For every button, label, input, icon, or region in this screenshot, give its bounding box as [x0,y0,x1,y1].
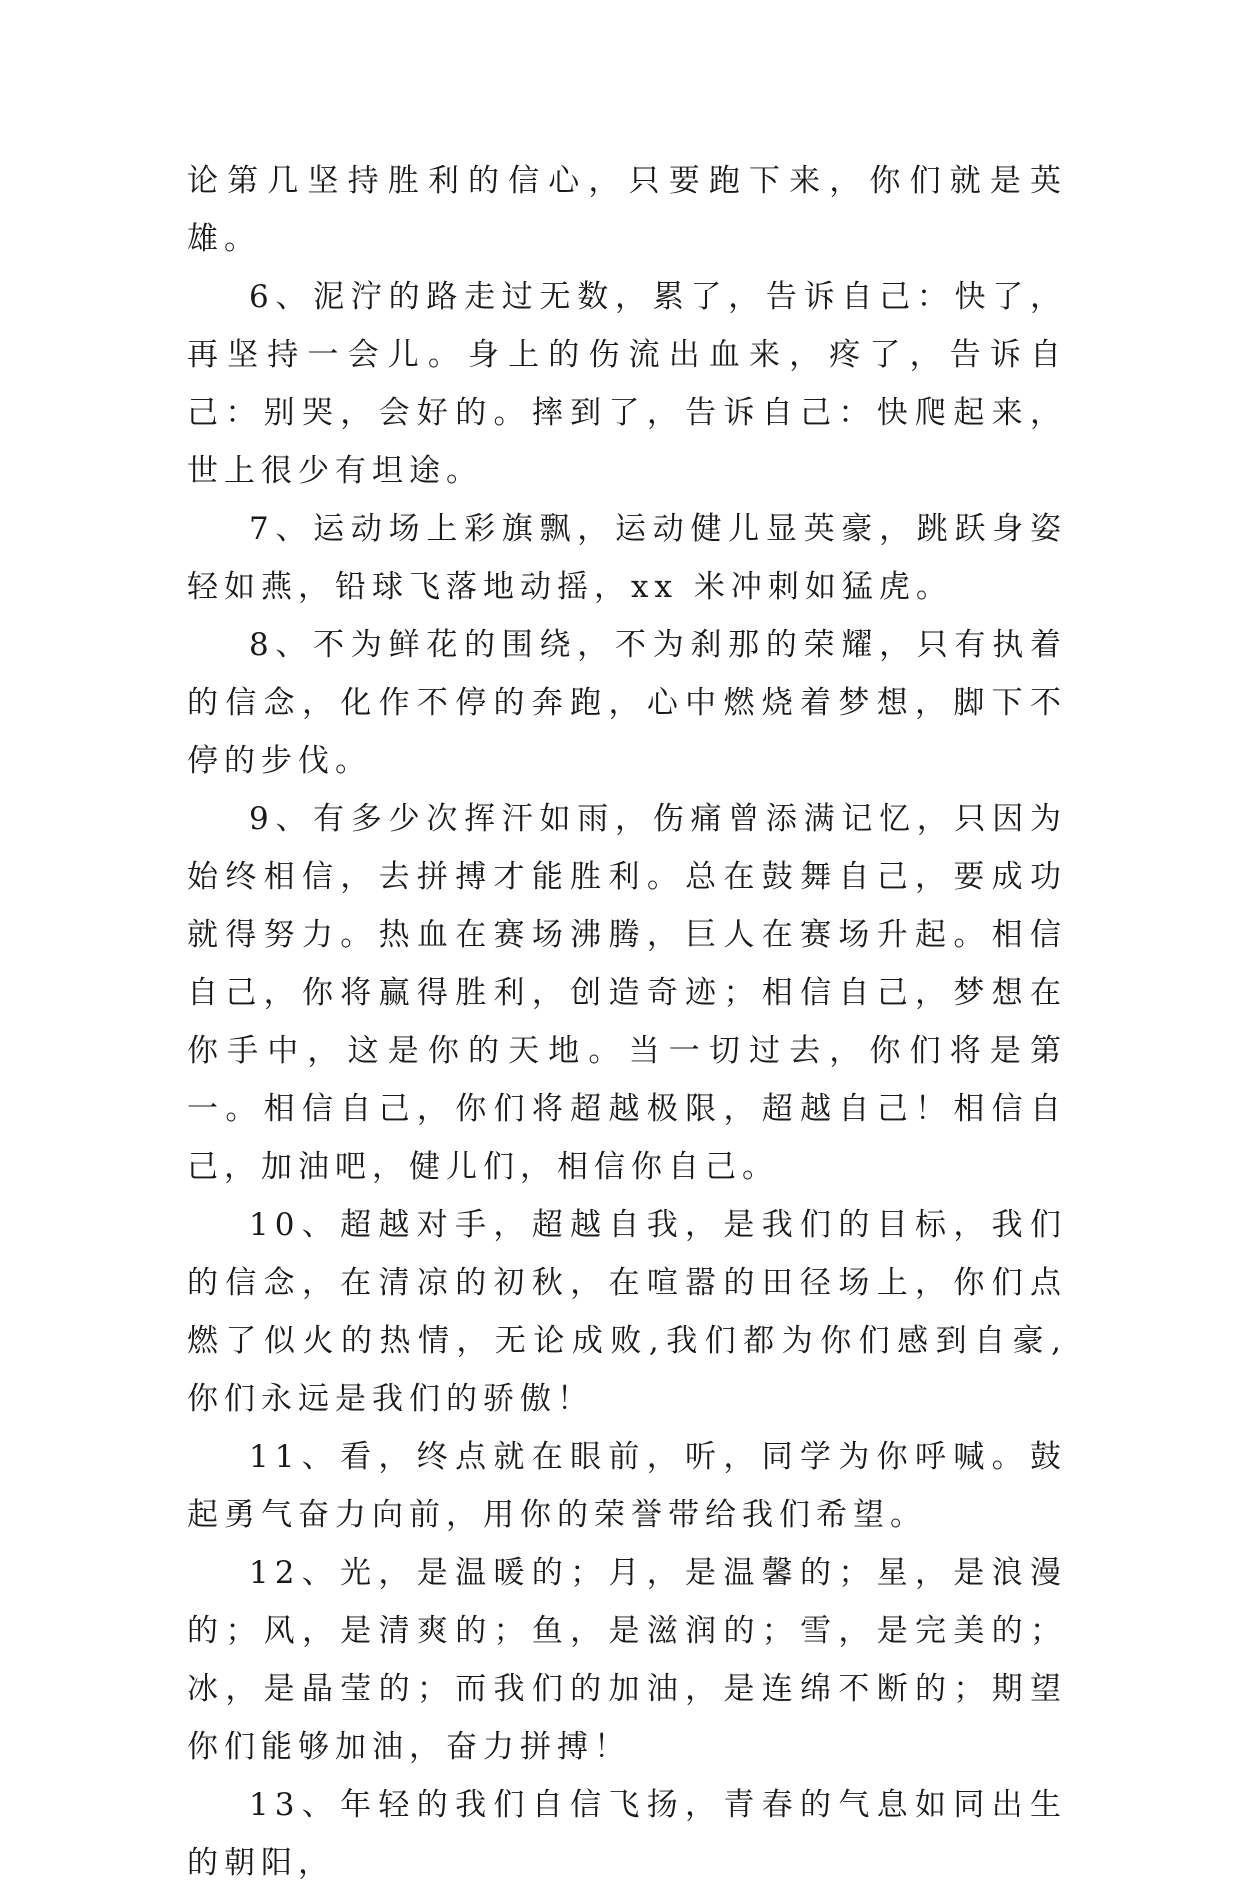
paragraph-continuation: 论第几坚持胜利的信心，只要跑下来，你们就是英雄。 [187,163,1067,257]
document-body [187,152,1067,1892]
paragraph-item-13: 13、年轻的我们自信飞扬，青春的气息如同出生的朝阳， [187,1787,1067,1881]
paragraph-item-8: 8、不为鲜花的围绕，不为刹那的荣耀，只有执着的信念，化作不停的奔跑，心中燃烧着梦想，脚下不停的步伐。 [187,627,1067,779]
paragraph-item-9: 9、有多少次挥汗如雨，伤痛曾添满记忆，只因为始终相信，去拼搏才能胜利。总在鼓舞自己，要成功就得努力。热血在赛场沸腾，巨人在赛场升起。相信自己，你将赢得胜利，创造奇迹；相信自己，梦想在你手中，这是你的天地。当一切过去，你们将是第一。相信自己，你们将超越极限，超越自己！相信自己，加油吧，健儿们，相信你自己。 [187,801,1067,1185]
paragraph-item-10: 10、超越对手，超越自我，是我们的目标，我们的信念，在清凉的初秋，在喧嚣的田径场上，你们点燃了似火的热情，无论成败,我们都为你们感到自豪,你们永远是我们的骄傲！ [187,1207,1067,1417]
paragraph-item-7: 7、运动场上彩旗飘，运动健儿显英豪，跳跃身姿轻如燕，铅球飞落地动摇，xx 米冲刺如猛虎。 [187,511,1067,605]
paragraph-item-6: 6、泥泞的路走过无数，累了，告诉自己：快了，再坚持一会儿。身上的伤流出血来，疼了，告诉自己：别哭，会好的。摔到了，告诉自己：快爬起来，世上很少有坦途。 [187,279,1067,489]
paragraph-item-12: 12、光，是温暖的；月，是温馨的；星，是浪漫的；风，是清爽的；鱼，是滋润的；雪，是完美的；冰，是晶莹的；而我们的加油，是连绵不断的；期望你们能够加油，奋力拼搏！ [187,1555,1067,1765]
paragraph-item-11: 11、看，终点就在眼前，听，同学为你呼喊。鼓起勇气奋力向前，用你的荣誉带给我们希望。 [187,1439,1067,1533]
